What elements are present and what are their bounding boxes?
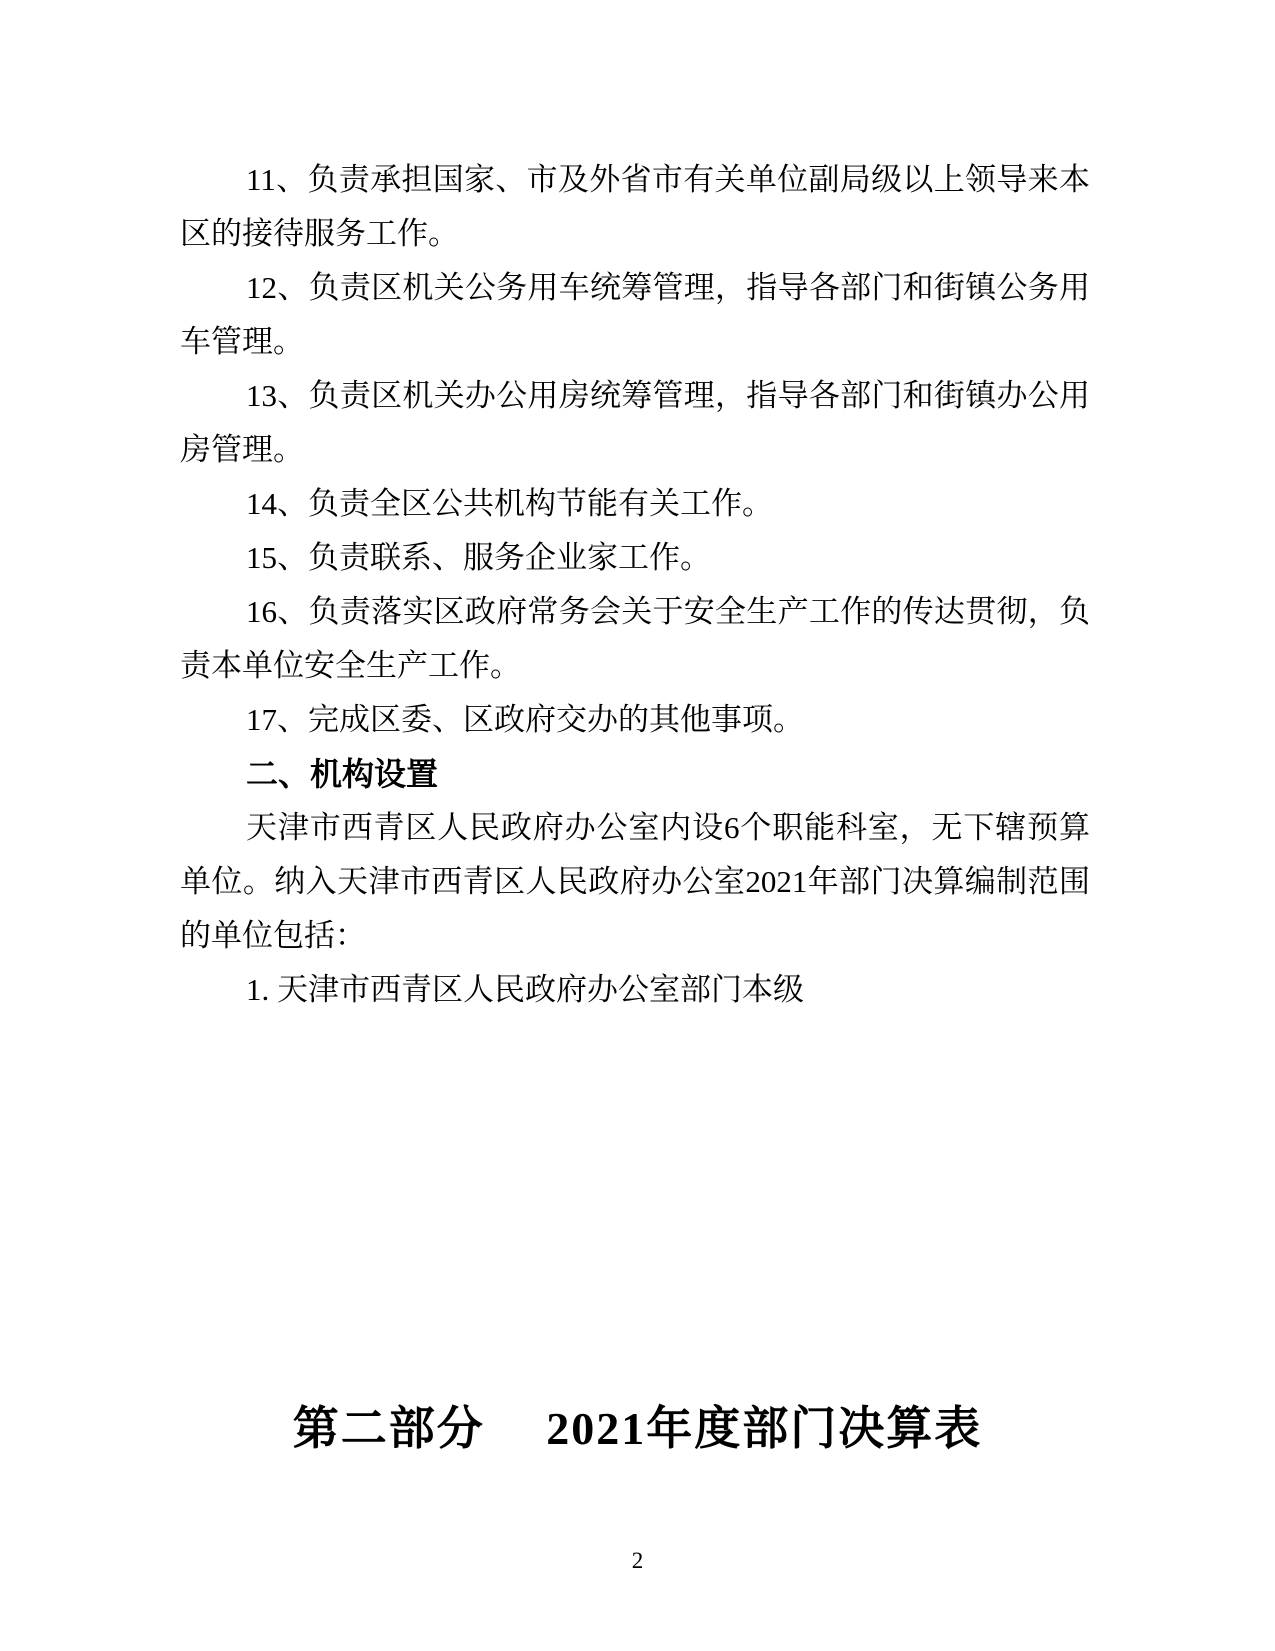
org-paragraph-line-3: 的单位包括：: [180, 918, 366, 953]
duty-item-12-line-1: 12、负责区机关公务用车统筹管理，指导各部门和街镇公务用: [246, 270, 1090, 305]
org-paragraph-line-2: 单位。纳入天津市西青区人民政府办公室2021年部门决算编制范围: [180, 864, 1090, 899]
duty-item-16-line-1: 16、负责落实区政府常务会关于安全生产工作的传达贯彻，负: [246, 594, 1090, 629]
duty-item-15: 15、负责联系、服务企业家工作。: [246, 540, 711, 575]
part2-section-title: 第二部分 2021年度部门决算表: [292, 1403, 983, 1454]
unit-list-item-1: 1. 天津市西青区人民政府办公室部门本级: [246, 972, 804, 1007]
section-heading-organization-setup: 二、机构设置: [246, 756, 439, 792]
duty-item-17: 17、完成区委、区政府交办的其他事项。: [246, 702, 804, 737]
duty-item-13-line-1: 13、负责区机关办公用房统筹管理，指导各部门和街镇办公用: [246, 378, 1090, 413]
org-paragraph-line-1: 天津市西青区人民政府办公室内设6个职能科室，无下辖预算: [246, 810, 1090, 845]
duty-item-14: 14、负责全区公共机构节能有关工作。: [246, 486, 773, 521]
page-number: 2: [631, 1548, 644, 1573]
duty-item-16-line-2: 责本单位安全生产工作。: [180, 648, 521, 683]
duty-item-13-line-2: 房管理。: [180, 432, 304, 467]
duty-item-11-line-1: 11、负责承担国家、市及外省市有关单位副局级以上领导来本: [246, 162, 1090, 197]
duty-item-11-line-2: 区的接待服务工作。: [180, 216, 459, 251]
document-body: [180, 153, 1090, 1017]
duty-item-12-line-2: 车管理。: [180, 324, 304, 359]
